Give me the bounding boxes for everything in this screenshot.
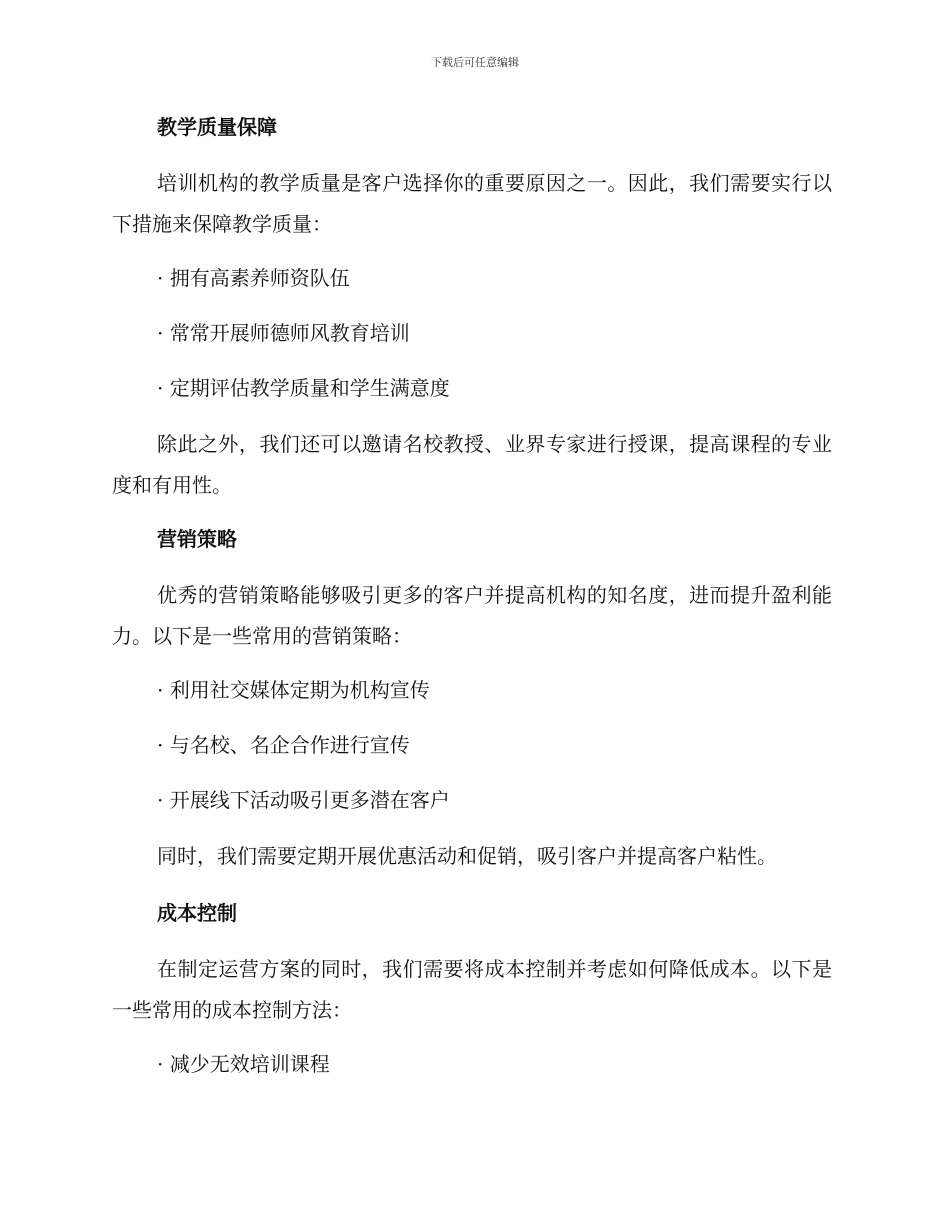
bullet-item: · 减少无效培训课程 [157,1052,330,1076]
bullet-item: · 拥有高素养师资队伍 [157,266,350,290]
bullet-item: · 定期评估教学质量和学生满意度 [157,376,450,400]
section-heading: 营销策略 [157,527,237,551]
section-closing-paragraph: 同时，我们需要定期开展优惠活动和促销，吸引客户并提高客户粘性。 [157,844,777,868]
section-intro-paragraph: 培训机构的教学质量是客户选择你的重要原因之一。因此，我们需要实行以下措施来保障教学质量： [112,171,832,236]
bullet-item: · 常常开展师德师风教育培训 [157,321,410,345]
bullet-item: · 利用社交媒体定期为机构宣传 [157,678,430,702]
section-heading: 成本控制 [157,901,237,925]
document-body [112,108,832,1083]
bullet-item: · 开展线下活动吸引更多潜在客户 [157,788,450,812]
section-heading: 教学质量保障 [157,115,277,139]
section-closing-paragraph: 除此之外，我们还可以邀请名校教授、业界专家进行授课，提高课程的专业度和有用性。 [112,432,832,497]
bullet-item: · 与名校、名企合作进行宣传 [157,733,410,757]
section-intro-paragraph: 在制定运营方案的同时，我们需要将成本控制并考虑如何降低成本。以下是一些常用的成本控制方法： [112,957,832,1022]
section-intro-paragraph: 优秀的营销策略能够吸引更多的客户并提高机构的知名度，进而提升盈利能力。以下是一些常用的营销策略： [112,583,832,648]
page-header-note: 下载后可任意编辑 [431,56,519,69]
